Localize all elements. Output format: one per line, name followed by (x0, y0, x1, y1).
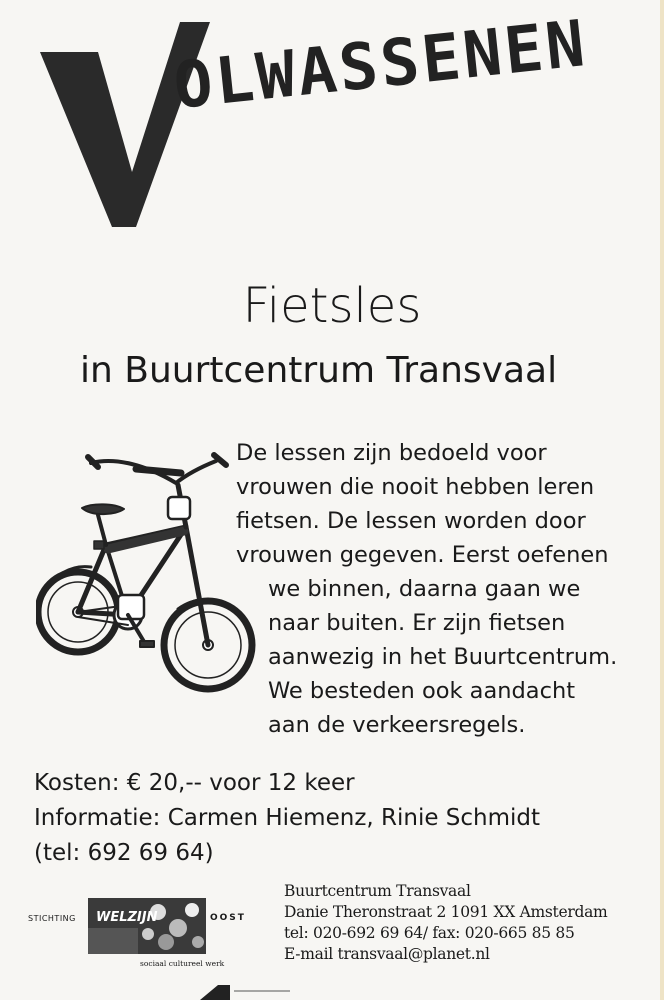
body-line: De lessen zijn bedoeld voor (236, 440, 547, 466)
body-line: We besteden ook aandacht (268, 678, 576, 704)
bottom-scan-mark (200, 985, 290, 1000)
bicycle-illustration (36, 445, 261, 715)
welzijn-oost-logo (28, 893, 254, 973)
body-line: vrouwen gegeven. Eerst oefenen (236, 542, 609, 568)
body-line: aan de verkeersregels. (268, 712, 526, 738)
address-name: Buurtcentrum Transvaal (284, 882, 471, 900)
body-line: aanwezig in het Buurtcentrum. (268, 644, 618, 670)
body-line: we binnen, daarna gaan we (268, 576, 581, 602)
heading-word: OLWASSENEN (170, 6, 592, 125)
address-phone: tel: 020-692 69 64/ fax: 020-665 85 85 (284, 924, 575, 942)
logo-photo-collage (88, 898, 206, 954)
logo-oost-text: OOST (210, 913, 246, 923)
cost-text: Kosten: € 20,-- voor 12 keer (34, 770, 355, 796)
address-street: Danie Theronstraat 2 1091 XX Amsterdam (284, 903, 608, 921)
logo-welzijn-text: WELZIJN (96, 910, 158, 925)
page-subtitle: in Buurtcentrum Transvaal (80, 350, 558, 391)
body-line: naar buiten. Er zijn fietsen (268, 610, 566, 636)
page-title: Fietsles (242, 278, 422, 334)
logo-stichting-text: STICHTING (28, 914, 76, 923)
contact-text: Informatie: Carmen Hiemenz, Rinie Schmidt (34, 805, 541, 831)
body-line: vrouwen die nooit hebben leren (236, 474, 595, 500)
body-line: fietsen. De lessen worden door (236, 508, 586, 534)
paper-edge (660, 0, 664, 1000)
logo-subtitle: sociaal cultureel werk (140, 959, 225, 968)
address-email: E-mail transvaal@planet.nl (284, 945, 490, 963)
logo-photo-box (88, 898, 206, 954)
phone-text: (tel: 692 69 64) (34, 840, 214, 866)
